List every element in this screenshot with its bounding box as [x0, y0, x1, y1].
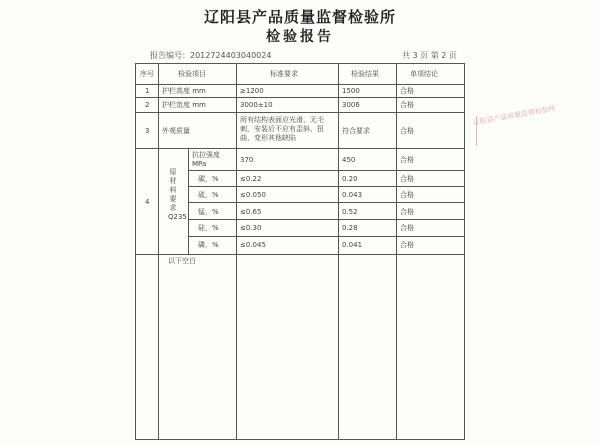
- inspection-table: [135, 63, 465, 440]
- row-3-requirement: 所有结构表面应光滑、无毛刺，安装后不应有歪斜、扭曲、变形其他缺陷: [240, 116, 324, 142]
- material-group-label: 原材料要求Q235: [168, 168, 187, 221]
- row-divider: [136, 112, 464, 113]
- sub-5-result: 0.28: [342, 224, 358, 232]
- sub-4-conclusion: 合格: [400, 208, 414, 216]
- row-divider: [188, 236, 464, 237]
- sub-5-requirement: ≤0.30: [240, 224, 262, 232]
- sub-2-conclusion: 合格: [400, 175, 414, 183]
- report-number: 报告编号：2012724403040024: [150, 51, 272, 60]
- row-4-no: 4: [145, 198, 150, 206]
- row-2-no: 2: [145, 101, 150, 109]
- sub-6-requirement: ≤0.045: [240, 241, 266, 249]
- row-2-item: 护栏宽度 mm: [162, 101, 206, 109]
- col-divider: [338, 64, 339, 439]
- row-divider: [136, 254, 464, 255]
- col-divider: [158, 64, 159, 439]
- sub-3-requirement: ≤0.050: [240, 191, 266, 199]
- sub-3-conclusion: 合格: [400, 191, 414, 199]
- row-1-requirement: ≥1200: [240, 87, 264, 95]
- sub-4-item: 锰，%: [198, 208, 219, 216]
- blank-below-note: 以下空白: [168, 257, 196, 265]
- header-result: 检验结果: [351, 70, 379, 78]
- sub-5-item: 硅，%: [198, 224, 219, 232]
- sub-3-item: 硫，%: [198, 191, 219, 199]
- seal-text: 辽阳县产品质量监督检验所: [472, 104, 557, 127]
- row-3-conclusion: 合格: [400, 127, 414, 135]
- report-title: 检验报告: [266, 29, 334, 45]
- header-requirement: 标准要求: [270, 70, 298, 78]
- page-info: 共 3 页 第 2 页: [402, 51, 457, 60]
- col-divider: [236, 254, 237, 439]
- sub-1-result: 450: [342, 156, 356, 164]
- row-2-conclusion: 合格: [400, 101, 414, 109]
- header-item: 检验项目: [178, 70, 206, 78]
- row-divider: [136, 84, 464, 85]
- col-divider: [236, 91, 237, 148]
- col-divider: [236, 64, 237, 91]
- row-3-no: 3: [145, 127, 150, 135]
- sub-2-result: 0.20: [342, 175, 358, 183]
- sub-3-result: 0.043: [342, 191, 363, 199]
- row-1-conclusion: 合格: [400, 87, 414, 95]
- sub-6-result: 0.041: [342, 241, 363, 249]
- col-divider: [188, 148, 189, 254]
- org-title: 辽阳县产品质量监督检验所: [203, 8, 396, 26]
- col-divider: [236, 148, 237, 254]
- row-divider: [136, 97, 464, 98]
- header-no: 序号: [140, 70, 154, 78]
- sub-1-item: 抗拉强度 MPa: [192, 151, 220, 168]
- row-divider: [188, 219, 464, 220]
- row-3-item: 外观质量: [162, 127, 190, 135]
- row-divider: [136, 148, 464, 149]
- row-1-item: 护栏高度 mm: [162, 87, 206, 95]
- row-1-result: 1500: [342, 87, 360, 95]
- row-3-result: 符合要求: [342, 127, 370, 135]
- header-conclusion: 单项结论: [410, 70, 438, 78]
- row-divider: [188, 170, 464, 171]
- sub-4-result: 0.52: [342, 208, 358, 216]
- sub-4-requirement: ≤0.65: [240, 208, 262, 216]
- col-divider: [396, 64, 397, 439]
- row-divider: [188, 202, 464, 203]
- sub-6-item: 磷，%: [198, 241, 219, 249]
- sub-5-conclusion: 合格: [400, 224, 414, 232]
- sub-1-conclusion: 合格: [400, 156, 414, 164]
- sub-2-requirement: ≤0.22: [240, 175, 262, 183]
- sub-2-item: 碳，%: [198, 175, 219, 183]
- sub-1-requirement: 370: [240, 156, 254, 164]
- row-2-result: 3006: [342, 101, 360, 109]
- row-2-requirement: 3000±10: [240, 101, 273, 109]
- row-1-no: 1: [145, 87, 150, 95]
- row-divider: [188, 186, 464, 187]
- sub-6-conclusion: 合格: [400, 241, 414, 249]
